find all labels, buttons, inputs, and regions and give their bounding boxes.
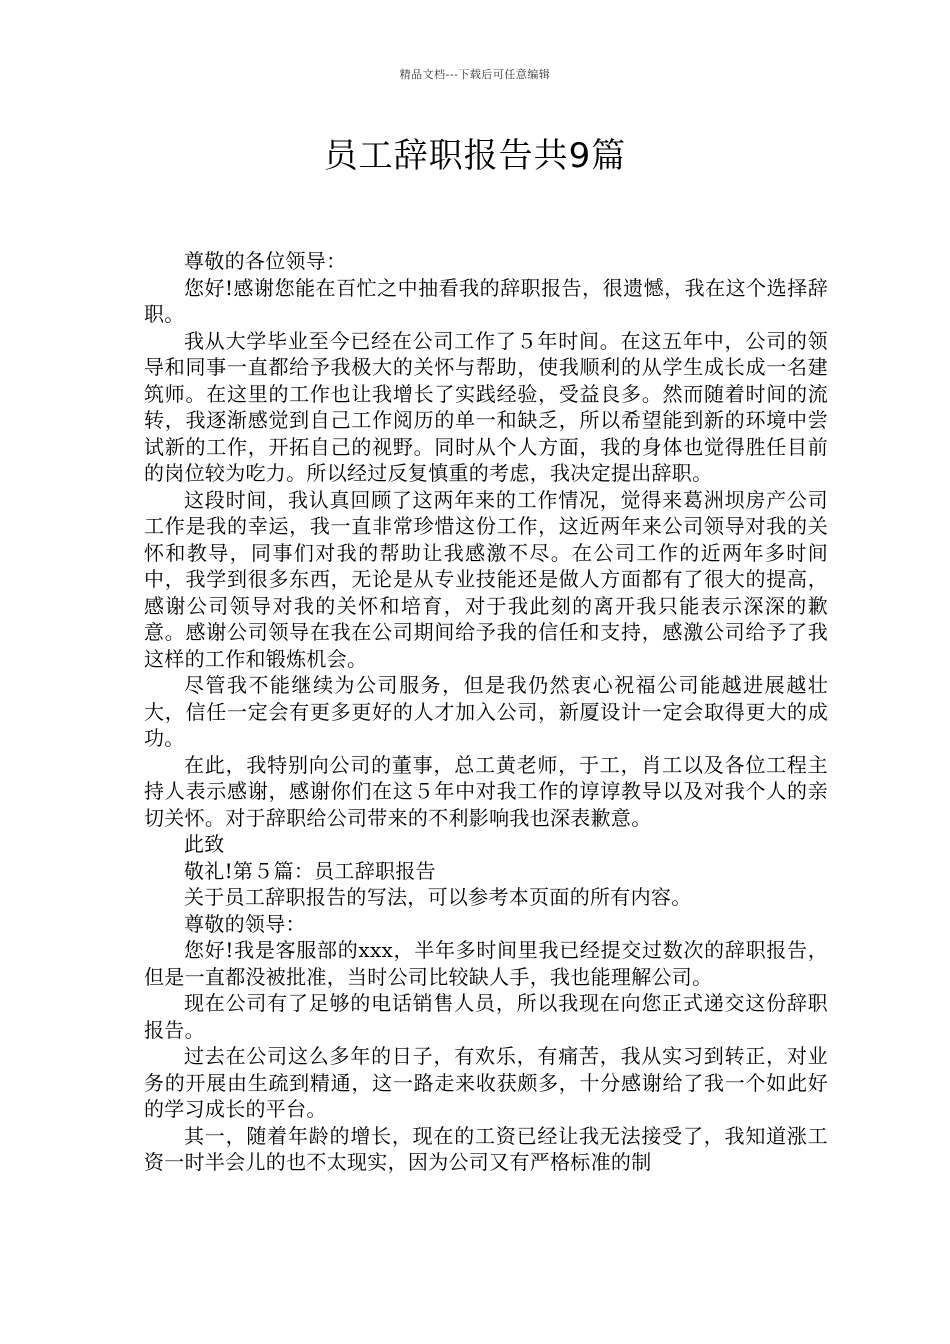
body-paragraph: 这段时间，我认真回顾了这两年来的工作情况，觉得来葛洲坝房产公司工作是我的幸运，我一直非常珍惜这份工作，这近两年来公司领导对我的关怀和教导，同事们对我的帮助让我感激不尽。在公司工作的近两年多时间中，我学到很多东西，无论是从专业技能还是做人方面都有了很大的提高，感谢公司领导对我的关怀和培育，对于我此刻的离开我只能表示深深的歉意。感谢公司领导在我在公司期间给予我的信任和支持，感激公司给予了我这样的工作和锻炼机会。	[144, 487, 828, 671]
body-paragraph: 我从大学毕业至今已经在公司工作了５年时间。在这五年中，公司的领导和同事一直都给予我极大的关怀与帮助，使我顺利的从学生成长成一名建筑师。在这里的工作也让我增长了实践经验，受益良多。然而随着时间的流转，我逐渐感觉到自己工作阅历的单一和缺乏，所以希望能到新的环境中尝试新的工作，开拓自己的视野。同时从个人方面，我的身体也觉得胜任目前的岗位较为吃力。所以经过反复慎重的考虑，我决定提出辞职。	[144, 328, 828, 485]
salutation: 尊敬的各位领导：	[184, 249, 347, 273]
body-paragraph: 您好!我是客服部的xxx，半年多时间里我已经提交过数次的辞职报告，但是一直都没被批准，当时公司比较缺人手，我也能理解公司。	[144, 938, 828, 989]
document-title: 员工辞职报告共9篇	[323, 136, 627, 176]
body-paragraph: 过去在公司这么多年的日子，有欢乐，有痛苦，我从实习到转正，对业务的开展由生疏到精通，这一路走来收获颇多，十分感谢给了我一个如此好的学习成长的平台。	[144, 1044, 828, 1121]
closing-and-section-heading: 敬礼!第５篇：员工辞职报告	[184, 858, 436, 883]
body-paragraph: 现在公司有了足够的电话销售人员，所以我现在向您正式递交这份辞职报告。	[144, 991, 828, 1042]
document-header-note: 精品文档---下载后可任意编辑	[399, 68, 551, 81]
body-paragraph: 您好!感谢您能在百忙之中抽看我的辞职报告，很遗憾，我在这个选择辞职。	[144, 275, 828, 326]
salutation: 尊敬的领导：	[184, 911, 306, 936]
closing-line: 此致	[184, 832, 225, 856]
document-body	[144, 248, 828, 1176]
body-paragraph: 关于员工辞职报告的写法，可以参考本页面的所有内容。	[184, 885, 692, 909]
body-paragraph: 在此，我特别向公司的董事，总工黄老师，于工，肖工以及各位工程主持人表示感谢，感谢你们在这５年中对我工作的谆谆教导以及对我个人的亲切关怀。对于辞职给公司带来的不利影响我也深表歉意。	[144, 752, 828, 830]
body-paragraph: 尽管我不能继续为公司服务，但是我仍然衷心祝福公司能越进展越壮大，信任一定会有更多更好的人才加入公司，新厦设计一定会取得更大的成功。	[144, 673, 828, 750]
body-paragraph: 其一，随着年龄的增长，现在的工资已经让我无法接受了，我知道涨工资一时半会儿的也不太现实，因为公司又有严格标准的制	[144, 1123, 828, 1174]
